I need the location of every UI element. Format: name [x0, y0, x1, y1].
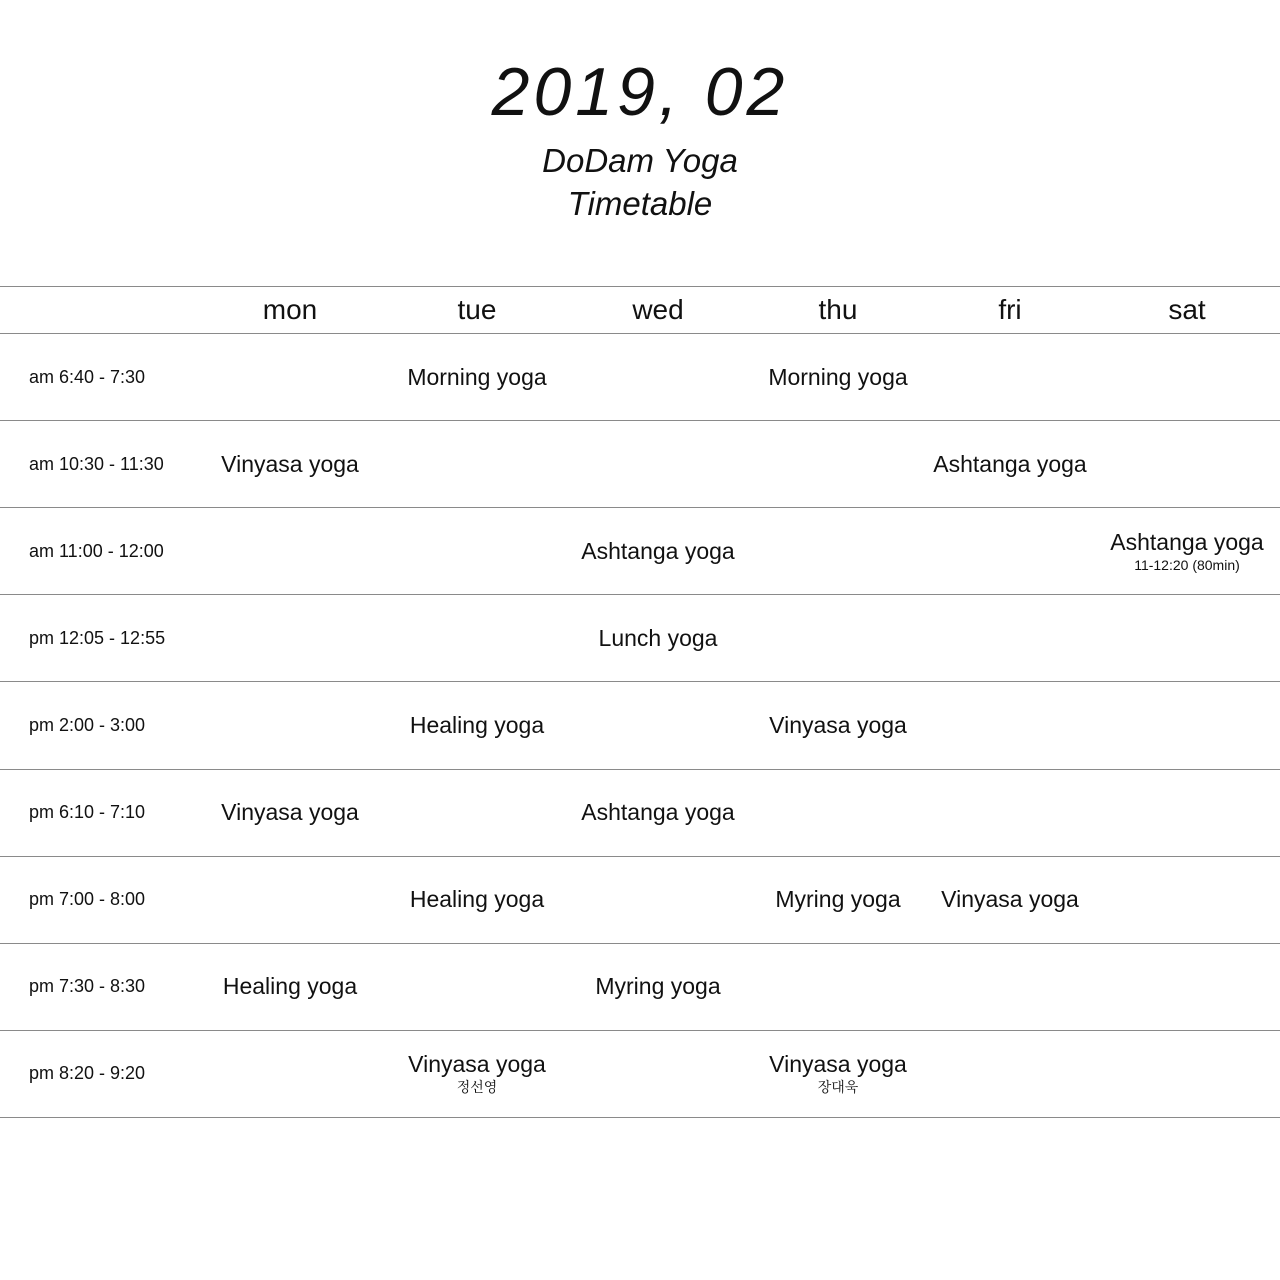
class-cell	[920, 885, 1100, 913]
class-name: Myring yoga	[595, 973, 721, 1000]
header-bottom-divider	[0, 333, 1280, 334]
day-header-mon: mon	[262, 294, 318, 325]
row-divider	[0, 769, 1280, 770]
class-note: 11-12:20 (80min)	[1134, 556, 1240, 573]
class-name: Vinyasa yoga	[941, 886, 1079, 913]
day-header-fri: fri	[998, 294, 1022, 325]
row-divider	[0, 1030, 1280, 1031]
class-name: Healing yoga	[222, 973, 358, 1000]
class-cell	[1097, 528, 1277, 574]
class-cell	[748, 1050, 928, 1096]
class-name: Vinyasa yoga	[769, 711, 907, 738]
time-slot-label: pm 8:20 - 9:20	[29, 1063, 146, 1084]
class-name: Vinyasa yoga	[769, 1051, 907, 1078]
class-name: Vinyasa yoga	[221, 450, 359, 477]
class-name: Ashtanga yoga	[1110, 528, 1264, 555]
class-name: Healing yoga	[409, 711, 545, 738]
class-name: Myring yoga	[775, 886, 901, 913]
page-subtitle: Timetable	[567, 185, 713, 222]
class-name: Morning yoga	[407, 363, 547, 390]
class-cell	[387, 711, 567, 739]
studio-name: DoDam Yoga	[542, 142, 738, 179]
row-divider	[0, 681, 1280, 682]
class-name: Ashtanga yoga	[933, 450, 1087, 477]
page-title-date: 2019, 02	[491, 54, 789, 130]
class-cell	[200, 972, 380, 1000]
day-header-sat: sat	[1168, 294, 1206, 325]
header-top-divider	[0, 286, 1280, 287]
day-header-thu: thu	[818, 294, 858, 325]
time-slot-label: am 6:40 - 7:30	[29, 366, 146, 387]
row-divider	[0, 943, 1280, 944]
time-slot-label: pm 2:00 - 3:00	[29, 714, 146, 735]
class-cell	[748, 711, 928, 739]
row-divider	[0, 420, 1280, 421]
class-note: 장대욱	[817, 1079, 859, 1096]
class-name: Ashtanga yoga	[581, 799, 735, 826]
class-name: Morning yoga	[768, 363, 908, 390]
class-cell	[748, 885, 928, 913]
class-name: Ashtanga yoga	[581, 537, 735, 564]
day-header-tue: tue	[457, 294, 497, 325]
time-slot-label: am 11:00 - 12:00	[29, 540, 164, 561]
time-slot-label: pm 12:05 - 12:55	[29, 627, 166, 648]
class-cell	[748, 363, 928, 391]
row-divider	[0, 856, 1280, 857]
class-name: Vinyasa yoga	[221, 799, 359, 826]
class-note: 정선영	[456, 1079, 498, 1096]
class-cell	[568, 537, 748, 565]
class-cell	[200, 450, 380, 478]
time-slot-label: am 10:30 - 11:30	[29, 453, 164, 474]
time-slot-label: pm 7:30 - 8:30	[29, 976, 146, 997]
class-name: Vinyasa yoga	[408, 1051, 546, 1078]
row-divider	[0, 1117, 1280, 1118]
class-cell	[568, 624, 748, 652]
class-cell	[920, 450, 1100, 478]
class-cell	[387, 363, 567, 391]
class-cell	[387, 885, 567, 913]
class-name: Lunch yoga	[598, 624, 718, 651]
row-divider	[0, 507, 1280, 508]
class-cell	[200, 798, 380, 826]
time-slot-label: pm 6:10 - 7:10	[29, 802, 146, 823]
class-name: Healing yoga	[409, 886, 545, 913]
class-cell	[568, 972, 748, 1000]
time-slot-label: pm 7:00 - 8:00	[29, 889, 146, 910]
class-cell	[568, 798, 748, 826]
class-cell	[387, 1050, 567, 1096]
row-divider	[0, 594, 1280, 595]
day-header-wed: wed	[632, 294, 684, 325]
